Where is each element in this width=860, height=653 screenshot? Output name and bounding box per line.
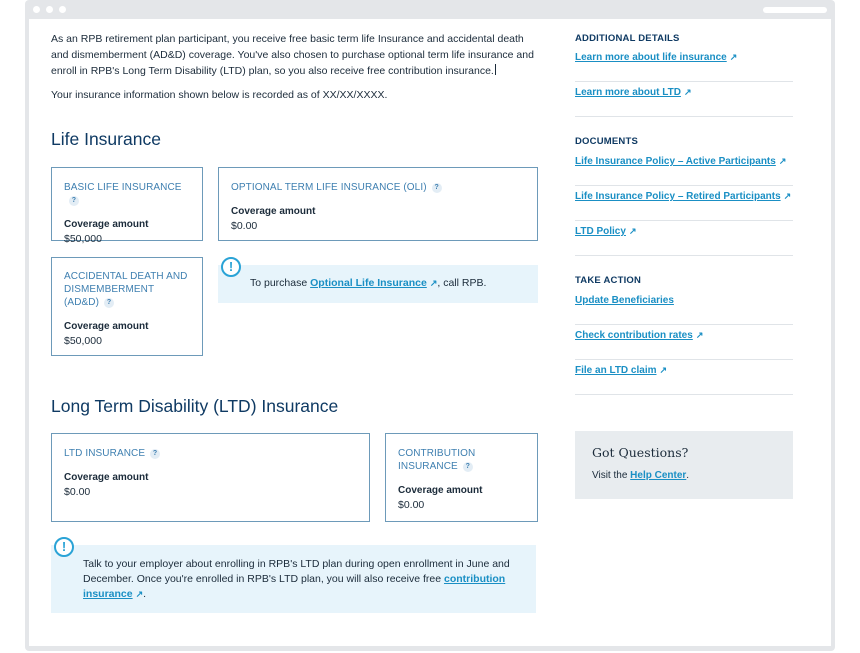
coverage-label: Coverage amount bbox=[231, 206, 316, 217]
notice-text: To purchase bbox=[250, 277, 311, 289]
ltd-insurance-card bbox=[51, 433, 370, 522]
life-insurance-title: Life Insurance bbox=[51, 129, 161, 149]
notice-text: , call RPB. bbox=[437, 277, 487, 289]
coverage-value: $0.00 bbox=[231, 220, 258, 232]
notice-text: Talk to your employer about enrolling in RPB's LTD plan during open enrollment in June and December. Once you're enrolled in RPB's LTD plan, you will also receive free bbox=[83, 558, 510, 585]
browser-window bbox=[25, 0, 835, 651]
help-icon[interactable]: ? bbox=[150, 449, 160, 459]
coverage-label: Coverage amount bbox=[64, 472, 149, 483]
help-icon[interactable]: ? bbox=[104, 298, 114, 308]
intro-paragraph-text: As an RPB retirement plan participant, you receive free basic term life Insurance and accidental death and dismemberment (AD&D) coverage. You've also chosen to purchase optional term life insurance and enroll in RPB's Long Term Disability (LTD) plan, so you also receive free contribution insurance. bbox=[51, 33, 534, 77]
contribution-insurance-link[interactable]: contribution insurance bbox=[83, 573, 506, 600]
card-title bbox=[64, 447, 357, 460]
contribution-insurance-card bbox=[385, 433, 538, 522]
external-link-icon[interactable]: ↗ bbox=[778, 156, 787, 166]
card-title-text: BASIC LIFE INSURANCE bbox=[64, 182, 182, 193]
card-title-text: ACCIDENTAL DEATH AND DISMEMBERMENT (AD&D) bbox=[64, 271, 188, 308]
coverage-value: $50,000 bbox=[64, 335, 102, 347]
window-dot[interactable] bbox=[33, 6, 40, 13]
take-action-heading: TAKE ACTION bbox=[575, 275, 642, 286]
life-insurance-link[interactable]: Learn more about life insurance bbox=[575, 52, 727, 63]
alert-icon: ! bbox=[221, 257, 241, 277]
card-title bbox=[64, 181, 190, 207]
sidebar-link-policy-retired[interactable] bbox=[575, 191, 793, 221]
got-questions-text bbox=[592, 470, 776, 481]
contribution-rates-link[interactable]: Check contribution rates bbox=[575, 330, 693, 341]
help-text: . bbox=[686, 470, 690, 481]
help-icon[interactable]: ? bbox=[432, 183, 442, 193]
sidebar-link-ltd[interactable] bbox=[575, 87, 793, 117]
coverage-label: Coverage amount bbox=[64, 219, 149, 230]
coverage-label: Coverage amount bbox=[398, 485, 483, 496]
window-dot[interactable] bbox=[59, 6, 66, 13]
card-title bbox=[231, 181, 525, 194]
intro-text bbox=[51, 31, 541, 103]
page-content bbox=[29, 19, 831, 646]
sidebar-link-beneficiaries[interactable] bbox=[575, 295, 793, 325]
external-link-icon[interactable]: ↗ bbox=[628, 226, 637, 236]
card-title-text: CONTRIBUTION INSURANCE bbox=[398, 448, 476, 472]
optional-life-card bbox=[218, 167, 538, 241]
basic-life-card bbox=[51, 167, 203, 245]
policy-retired-link[interactable]: Life Insurance Policy – Retired Participants bbox=[575, 191, 781, 202]
sidebar-link-ltd-claim[interactable] bbox=[575, 365, 793, 395]
optional-life-link[interactable]: Optional Life Insurance bbox=[310, 277, 427, 289]
ltd-link[interactable]: Learn more about LTD bbox=[575, 87, 681, 98]
ltd-insurance-title: Long Term Disability (LTD) Insurance bbox=[51, 396, 339, 416]
coverage-value: $0.00 bbox=[64, 486, 91, 498]
ltd-claim-link[interactable]: File an LTD claim bbox=[575, 365, 657, 376]
external-link-icon[interactable]: ↗ bbox=[429, 278, 438, 288]
additional-details-heading: ADDITIONAL DETAILS bbox=[575, 33, 680, 44]
window-controls bbox=[33, 6, 66, 13]
ltd-policy-link[interactable]: LTD Policy bbox=[575, 226, 626, 237]
external-link-icon[interactable]: ↗ bbox=[783, 191, 792, 201]
as-of-date-text: Your insurance information shown below is recorded as of XX/XX/XXXX. bbox=[51, 89, 388, 101]
intro-paragraph bbox=[51, 31, 541, 79]
got-questions-box bbox=[575, 431, 793, 499]
text-cursor bbox=[495, 64, 496, 75]
sidebar-link-contribution-rates[interactable] bbox=[575, 330, 793, 360]
coverage-value: $0.00 bbox=[398, 499, 425, 511]
external-link-icon[interactable]: ↗ bbox=[659, 365, 668, 375]
got-questions-title: Got Questions? bbox=[592, 445, 689, 460]
help-icon[interactable]: ? bbox=[463, 462, 473, 472]
external-link-icon[interactable]: ↗ bbox=[683, 87, 692, 97]
ltd-enrollment-notice bbox=[51, 539, 536, 613]
policy-active-link[interactable]: Life Insurance Policy – Active Participants bbox=[575, 156, 776, 167]
coverage-value: $50,000 bbox=[64, 233, 102, 245]
external-link-icon[interactable]: ↗ bbox=[135, 589, 144, 599]
external-link-icon[interactable]: ↗ bbox=[695, 330, 704, 340]
help-icon[interactable]: ? bbox=[69, 196, 79, 206]
card-title-text: OPTIONAL TERM LIFE INSURANCE (OLI) bbox=[231, 182, 427, 193]
card-title-text: LTD INSURANCE bbox=[64, 448, 146, 459]
sidebar-link-policy-active[interactable] bbox=[575, 156, 793, 186]
address-bar[interactable] bbox=[763, 7, 827, 13]
coverage-label: Coverage amount bbox=[64, 321, 149, 332]
notice-text: . bbox=[143, 588, 147, 600]
sidebar-link-ltd-policy[interactable] bbox=[575, 226, 793, 256]
add-card bbox=[51, 257, 203, 356]
help-text: Visit the bbox=[592, 470, 631, 481]
optional-life-notice bbox=[218, 259, 538, 303]
window-dot[interactable] bbox=[46, 6, 53, 13]
alert-icon: ! bbox=[54, 537, 74, 557]
external-link-icon[interactable]: ↗ bbox=[729, 52, 738, 62]
update-beneficiaries-link[interactable]: Update Beneficiaries bbox=[575, 295, 674, 306]
sidebar-link-life-insurance[interactable] bbox=[575, 52, 793, 82]
help-center-link[interactable]: Help Center bbox=[630, 470, 687, 481]
main-column bbox=[51, 19, 541, 600]
card-title bbox=[64, 270, 190, 309]
card-title bbox=[398, 447, 525, 473]
documents-heading: DOCUMENTS bbox=[575, 136, 639, 147]
